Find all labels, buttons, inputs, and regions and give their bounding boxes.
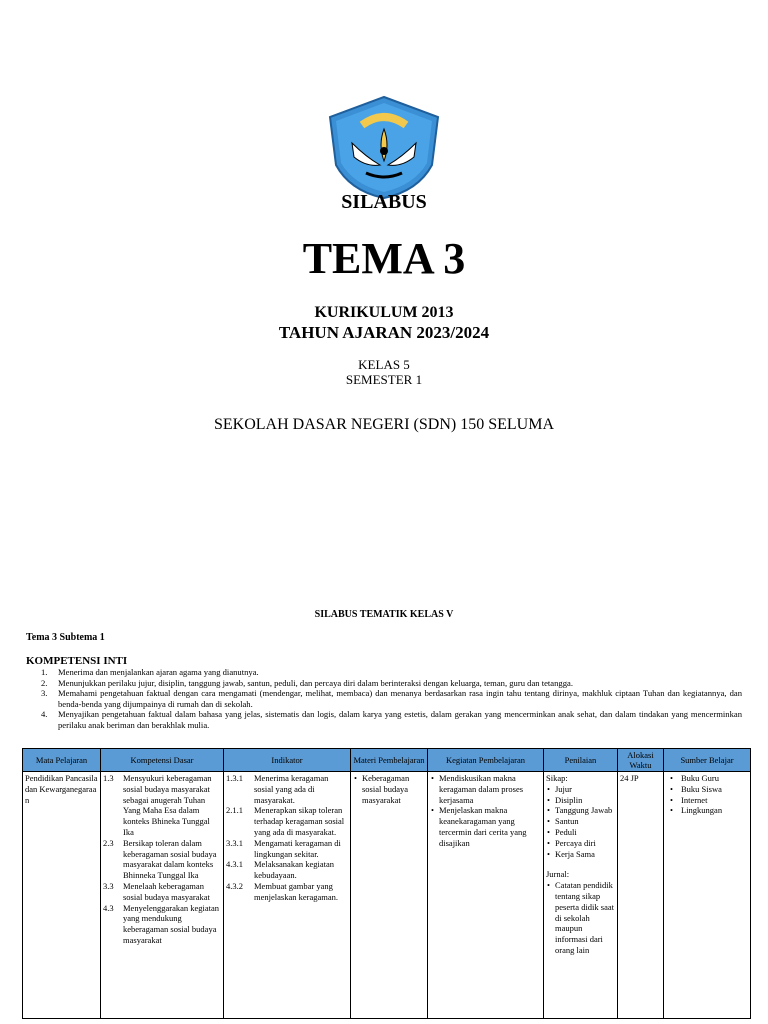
alokasi-text: 24 JP (620, 773, 639, 783)
header-indikator: Indikator (224, 749, 351, 772)
penilaian-sikap-list (546, 784, 615, 860)
sikap-item: • Kerja Sama (546, 849, 615, 860)
kd-text: Menelaah keberagaman sosial budaya masyarakat (123, 880, 210, 902)
silabus-table (22, 748, 751, 1019)
indikator-number: 3.3.1 (226, 837, 243, 848)
ki-number: 3. (41, 688, 48, 699)
kegiatan-item: • Mendiskusikan makna keragaman dalam proses kerjasama (430, 773, 541, 805)
silabus-heading: SILABUS TEMATIK KELAS V (314, 609, 454, 620)
cell-penilaian (544, 772, 618, 1019)
header-kompetensi-dasar: Kompetensi Dasar (101, 749, 224, 772)
cell-mata-pelajaran (23, 772, 101, 1019)
cover-sekolah: SEKOLAH DASAR NEGERI (SDN) 150 SELUMA (214, 416, 554, 433)
indikator-text: Membuat gambar yang menjelaskan keragaman. (254, 880, 339, 902)
indikator-text: Melaksanakan kegiatan kebudayaan. (254, 859, 335, 881)
kd-item (103, 838, 221, 881)
indikator-text: Mengamati keragaman di lingkungan sekitar. (254, 837, 341, 859)
materi-list (353, 773, 425, 805)
indikator-text: Menerapkan sikap toleran terhadap keragaman sosial yang ada di masyarakat. (254, 805, 345, 837)
indikator-item (226, 859, 348, 881)
sikap-item: • Disiplin (546, 795, 615, 806)
kd-number: 2.3 (103, 837, 114, 848)
sikap-item: • Tanggung Jawab (546, 805, 615, 816)
ki-number: 2. (41, 677, 48, 688)
sikap-item: • Peduli (546, 827, 615, 838)
ki-item (26, 688, 742, 709)
indikator-number: 4.3.1 (226, 859, 243, 870)
kd-number: 3.3 (103, 880, 114, 891)
ki-text: Menunjukkan perilaku jujur, disiplin, tanggung jawab, santun, peduli, dan percaya diri dalam berinteraksi dengan keluarga, teman, guru dan tetangga. (58, 677, 573, 688)
mapel-text: Pendidikan Pancasila dan Kewarganegaraan (25, 773, 98, 805)
penilaian-jurnal-label: Jurnal: (546, 869, 570, 880)
ki-number: 1. (41, 667, 48, 677)
sikap-item: • Santun (546, 816, 615, 827)
indikator-item (226, 805, 348, 837)
indikator-item (226, 838, 348, 860)
indikator-number: 1.3.1 (226, 773, 243, 783)
indikator-number: 4.3.2 (226, 880, 243, 891)
cell-materi (351, 772, 428, 1019)
sikap-item: • Percaya diri (546, 838, 615, 849)
ki-text: Memahami pengetahuan faktual dengan cara mengamati (mendengar, melihat, membaca) dan menanya berdasarkan rasa ingin tahu tentang dirinya, makhluk ciptaan Tuhan dan kegiatannya, dan benda-benda yang dijumpainya di rumah dan di sekolah. (58, 688, 742, 709)
penilaian-jurnal-list (546, 880, 615, 956)
kd-number: 4.3 (103, 902, 114, 913)
table-header-row (23, 749, 751, 772)
header-materi: Materi Pembelajaran (351, 749, 428, 772)
kd-item (103, 881, 221, 903)
kompetensi-inti-list (26, 667, 742, 731)
kegiatan-list (430, 773, 541, 849)
ki-item (26, 678, 742, 689)
materi-item: • Keberagaman sosial budaya masyarakat (353, 773, 425, 805)
kegiatan-item: • Menjelaskan makna keanekaragaman yang tercermin dari cerita yang disajikan (430, 805, 541, 848)
sikap-item: • Jujur (546, 784, 615, 795)
ki-text: Menyajikan pengetahuan faktual dalam bahasa yang jelas, sistematis dan logis, dalam karya yang estetis, dalam gerakan yang mencerminkan anak sehat, dan dalam tindakan yang mencerminkan perilaku anak beriman dan berakhlak mulia. (58, 709, 742, 730)
cell-kompetensi-dasar (101, 772, 224, 1019)
cell-alokasi (618, 772, 664, 1019)
sumber-item: • Internet (666, 795, 748, 806)
cover-kelas: KELAS 5 (358, 357, 410, 372)
cell-kegiatan (428, 772, 544, 1019)
cover-title: SILABUS (341, 191, 427, 213)
ki-item (26, 667, 742, 678)
header-alokasi: Alokasi Waktu (618, 749, 664, 772)
ki-number: 4. (41, 709, 48, 720)
kd-text: Menyelenggarakan kegiatan yang mendukung keberagaman sosial budaya masyarakat (123, 902, 220, 945)
jurnal-item: • Catatan pendidik tentang sikap peserta didik saat di sekolah maupun informasi dari orang lain (546, 880, 615, 956)
cell-indikator (224, 772, 351, 1019)
kd-text: Mensyukuri keberagaman sosial budaya masyarakat sebagai anugerah Tuhan Yang Maha Esa dalam konteks Bhineka Tunggal Ika (123, 773, 212, 837)
sumber-item: • Buku Guru (666, 773, 748, 784)
indikator-number: 2.1.1 (226, 805, 243, 816)
ki-item (26, 709, 742, 730)
kd-text: Bersikap toleran dalam keberagaman sosial budaya masyarakat dalam konteks Bhinneka Tunggal Ika (123, 837, 217, 881)
table-row (23, 772, 751, 1019)
sumber-list (666, 773, 748, 816)
subtema-label: Tema 3 Subtema 1 (26, 632, 105, 643)
kd-item (103, 903, 221, 946)
header-mata-pelajaran: Mata Pelajaran (23, 749, 101, 772)
sumber-item: • Buku Siswa (666, 784, 748, 795)
kd-item (103, 773, 221, 838)
indikator-item (226, 881, 348, 903)
sumber-item: • Lingkungan (666, 805, 748, 816)
kompetensi-inti-title: KOMPETENSI INTI (26, 655, 128, 667)
header-sumber: Sumber Belajar (664, 749, 751, 772)
cell-sumber (664, 772, 751, 1019)
cover-kurikulum: KURIKULUM 2013 (314, 304, 454, 321)
indikator-text: Menerima keragaman sosial yang ada di masyarakat. (254, 773, 329, 805)
header-penilaian: Penilaian (544, 749, 618, 772)
kd-number: 1.3 (103, 773, 114, 783)
header-kegiatan: Kegiatan Pembelajaran (428, 749, 544, 772)
cover-tema: TEMA 3 (302, 234, 466, 283)
cover-tahun-ajaran: TAHUN AJARAN 2023/2024 (278, 323, 490, 342)
tut-wuri-handayani-logo (322, 95, 446, 199)
indikator-item (226, 773, 348, 805)
penilaian-sikap-label: Sikap: (546, 773, 568, 783)
ki-text: Menerima dan menjalankan ajaran agama yang dianutnya. (58, 667, 259, 677)
cover-semester: SEMESTER 1 (345, 372, 423, 387)
